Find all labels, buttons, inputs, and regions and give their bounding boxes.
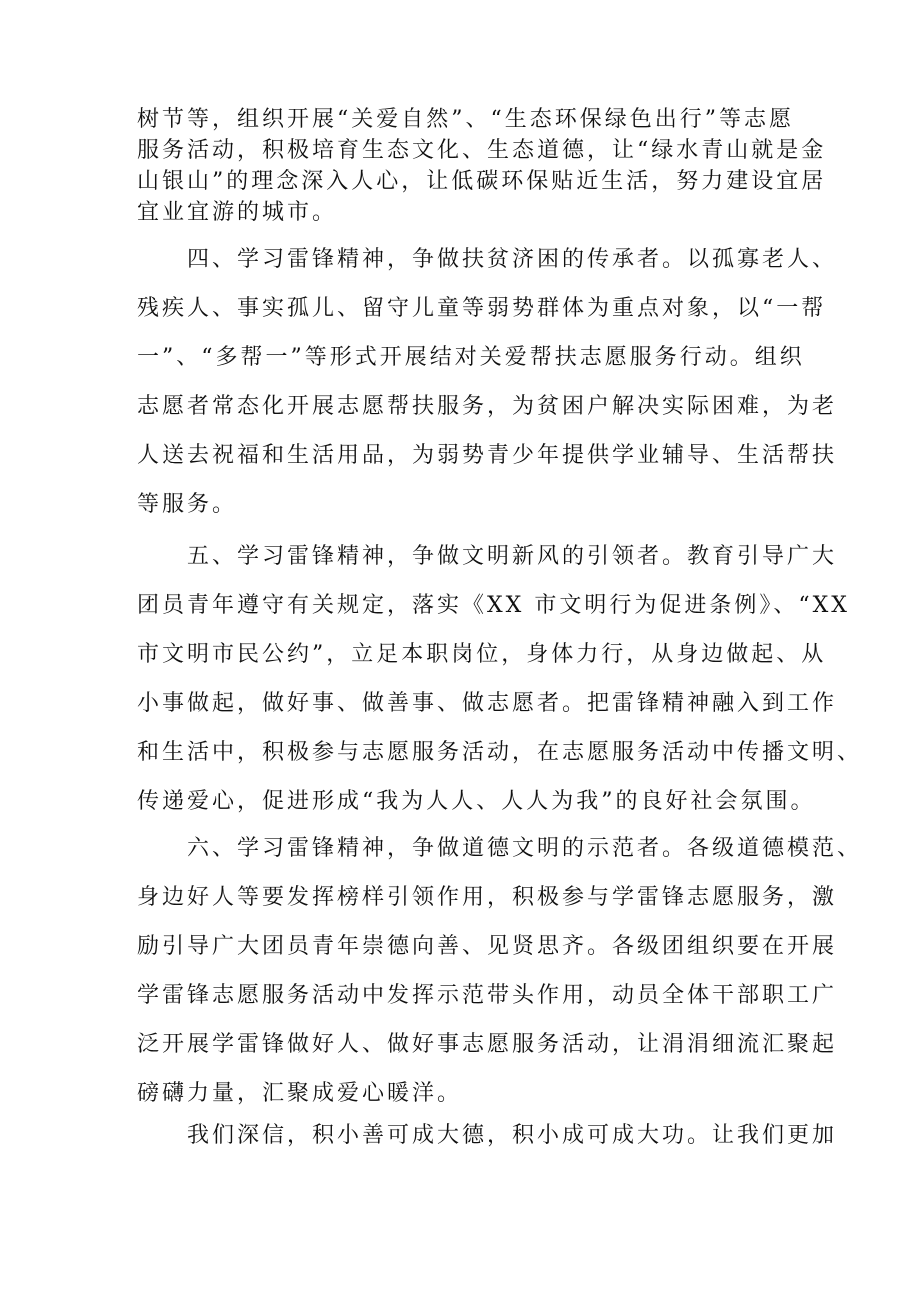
text-line: 四、学习雷锋精神，争做扶贫济困的传承者。以孤寡老人、: [137, 247, 838, 272]
text-line: 和生活中，积极参与志愿服务活动，在志愿服务活动中传播文明、: [137, 740, 863, 765]
text-line: 泛开展学雷锋做好人、做好事志愿服务活动，让涓涓细流汇聚起: [137, 1032, 838, 1057]
text-line: 身边好人等要发挥榜样引领作用，积极参与学雷锋志愿服务，激: [137, 885, 838, 910]
text-line: 市文明市民公约”，立足本职岗位，身体力行，从身边做起、从: [137, 642, 827, 667]
text-line: 我们深信，积小善可成大德，积小成可成大功。让我们更加: [137, 1123, 838, 1148]
text-line: 励引导广大团员青年崇德向善、见贤思齐。各级团组织要在开展: [137, 934, 838, 959]
text-line: 等服务。: [137, 492, 238, 517]
text-line: 人送去祝福和生活用品，为弱势青少年提供学业辅导、生活帮扶: [137, 443, 838, 468]
text-line: 一”、“多帮一”等形式开展结对关爱帮扶志愿服务行动。组织: [137, 345, 805, 370]
text-line: 传递爱心，促进形成“我为人人、人人为我”的良好社会氛围。: [137, 789, 816, 814]
text-line: 小事做起，做好事、做善事、做志愿者。把雷锋精神融入到工作: [137, 691, 838, 716]
text-line: 五、学习雷锋精神，争做文明新风的引领者。教育引导广大: [137, 544, 838, 569]
text-line: 志愿者常态化开展志愿帮扶服务，为贫困户解决实际困难，为老: [137, 394, 838, 419]
text-line: 服务活动，积极培育生态文化、生态道德，让“绿水青山就是金: [137, 138, 827, 163]
paragraph-civilized-customs: [137, 532, 863, 826]
paragraph-ecology-continued: [137, 104, 827, 228]
text-line: 团员青年遵守有关规定，落实《XX 市文明行为促进条例》、“XX: [137, 593, 850, 618]
text-line: 磅礴力量，汇聚成爱心暖洋。: [137, 1081, 463, 1106]
text-line: 宜业宜游的城市。: [137, 200, 338, 225]
paragraph-conclusion: [137, 1111, 838, 1160]
text-line: 学雷锋志愿服务活动中发挥示范带头作用，动员全体干部职工广: [137, 983, 838, 1008]
paragraph-poverty-relief: [137, 235, 838, 529]
text-line: 残疾人、事实孤儿、留守儿童等弱势群体为重点对象，以“一帮: [137, 296, 827, 321]
paragraph-moral-model: [137, 824, 863, 1118]
text-line: 六、学习雷锋精神，争做道德文明的示范者。各级道德模范、: [137, 836, 863, 861]
text-line: 树节等，组织开展“关爱自然”、“生态环保绿色出行”等志愿: [137, 107, 794, 132]
text-line: 山银山”的理念深入人心，让低碳环保贴近生活，努力建设宜居: [137, 169, 827, 194]
